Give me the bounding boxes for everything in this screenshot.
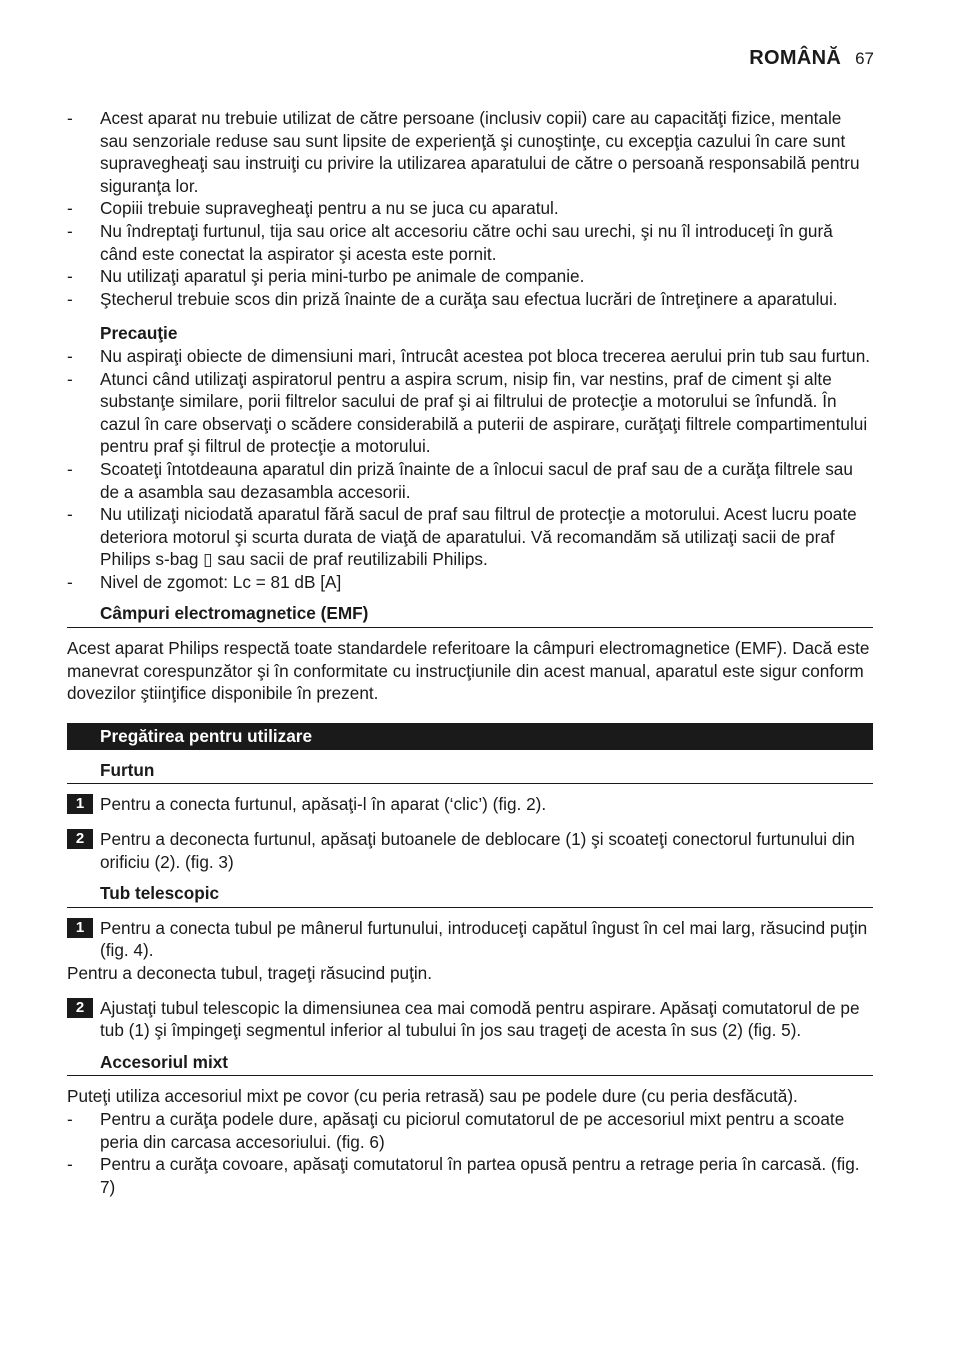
emf-paragraph: Acest aparat Philips respectă toate standardele referitoare la câmpuri electromagnetice (EMF). Dacă este manevrat corespunzător şi în conformitate cu instrucţiunile din acest manual, aparatul este sigur conform dovezilor ştiinţifice disponibile în prezent. (67, 638, 870, 704)
step-text: Pentru a deconecta furtunul, apăsaţi butoanele de deblocare (1) şi scoateţi conectorul furtunului din orificiu (2). (fig. 3) (100, 829, 855, 872)
page-number: 67 (855, 49, 874, 68)
step-number: 1 (67, 794, 93, 814)
precaution-list (67, 345, 873, 594)
page-content (67, 107, 873, 1198)
precaution-heading: Precauţie (100, 323, 178, 344)
step-item (67, 997, 873, 1042)
list-item: - Pentru a curăţa podele dure, apăsaţi cu piciorul comutatorul de pe accesoriul mixt pentru a scoate peria din carcasa accesoriului. (fig. 6) (67, 1108, 845, 1152)
step-item (67, 793, 873, 816)
list-item: - Pentru a curăţa covoare, apăsaţi comutatorul în partea opusă pentru a retrage peria în carcasă. (fig. 7) (67, 1154, 860, 1197)
step-text: Pentru a conecta furtunul, apăsaţi-l în aparat (‘clic’) (fig. 2). (100, 794, 547, 815)
page-header (749, 47, 874, 71)
list-item: - Scoateţi întotdeauna aparatul din priză înainte de a înlocui sacul de praf sau de a curăţa filtrele sau de a asambla sau dezasambla accesorii. (67, 458, 853, 502)
safety-list (67, 107, 873, 310)
emf-heading: Câmpuri electromagnetice (EMF) (67, 602, 873, 628)
step-text: Pentru a conecta tubul pe mânerul furtunului, introduceţi capătul îngust în cel mai larg, răsucind puţin (fig. 4). (100, 917, 868, 961)
step-number: 2 (67, 998, 93, 1018)
step-item (67, 917, 873, 962)
combined-nozzle-heading: Accesoriul mixt (67, 1051, 873, 1077)
step-number: 1 (67, 918, 93, 938)
list-item: - Nu îndreptaţi furtunul, tija sau orice alt accesoriu către ochi sau urechi, şi nu îl introduceţi în gură când este conectat la aspirator şi acesta este pornit. (67, 220, 833, 264)
hose-heading: Furtun (67, 759, 873, 785)
language-label: ROMÂNĂ (749, 47, 842, 69)
list-item: - Nu utilizaţi aparatul şi peria mini-turbo pe animale de companie. (67, 266, 585, 287)
list-item: - Nivel de zgomot: Lc = 81 dB [A] (67, 571, 342, 592)
step-item (67, 828, 873, 873)
list-item: - Nu aspiraţi obiecte de dimensiuni mari, întrucât acestea pot bloca trecerea aerului prin tub sau furtun. (67, 345, 871, 366)
tube-note: Pentru a deconecta tubul, trageţi răsucind puţin. (67, 963, 432, 983)
list-item: - Atunci când utilizaţi aspiratorul pentru a aspira scrum, nisip fin, var nestins, praf de ciment şi alte substanţe similare, porii filtrelor sacului de praf şi ai filtrului de protecţie a motorului se înfundă. În cazul în care observaţi o scădere considerabilă a puterii de aspirare, curăţaţi filtrele compartimentului pentru praf şi filtrul de protecţie a motorului. (67, 368, 868, 457)
combined-nozzle-list (67, 1108, 873, 1198)
step-number: 2 (67, 829, 93, 849)
tube-heading: Tub telescopic (67, 882, 873, 908)
list-item: - Copiii trebuie supravegheaţi pentru a nu se juca cu aparatul. (67, 198, 559, 219)
step-text: Ajustaţi tubul telescopic la dimensiunea cea mai comodă pentru aspirare. Apăsaţi comutatorul de pe tub (1) şi împingeţi segmentul inferior al tubului în jos sau trageţi de acesta în sus (2) (fig. 5). (100, 997, 860, 1041)
combined-nozzle-paragraph: Puteţi utiliza accesoriul mixt pe covor (cu peria retrasă) sau pe podele dure (cu peria desfăcută). (67, 1086, 798, 1107)
section-bar-preparation: Pregătirea pentru utilizare (67, 723, 873, 750)
list-item: - Acest aparat nu trebuie utilizat de către persoane (inclusiv copii) care au capacităţi fizice, mentale sau senzoriale reduse sau sunt lipsite de experienţă şi cunoştinţe, cu excepţia cazului în care sunt supravegheaţi sau instruiţi cu privire la utilizarea aparatului de către o persoană responsabilă pentru siguranţa lor. (67, 108, 860, 196)
list-item: - Nu utilizaţi niciodată aparatul fără sacul de praf sau filtrul de protecţie a motorului. Acest lucru poate deteriora motorul şi scurta durata de viaţă de aparatului. Vă recomandăm să utilizaţi sacii de praf Philips s-bag ▯ sau sacii de praf reutilizabili Philips. (67, 504, 857, 570)
list-item: - Ştecherul trebuie scos din priză înainte de a curăţa sau efectua lucrări de întreţinere a aparatului. (67, 288, 838, 309)
